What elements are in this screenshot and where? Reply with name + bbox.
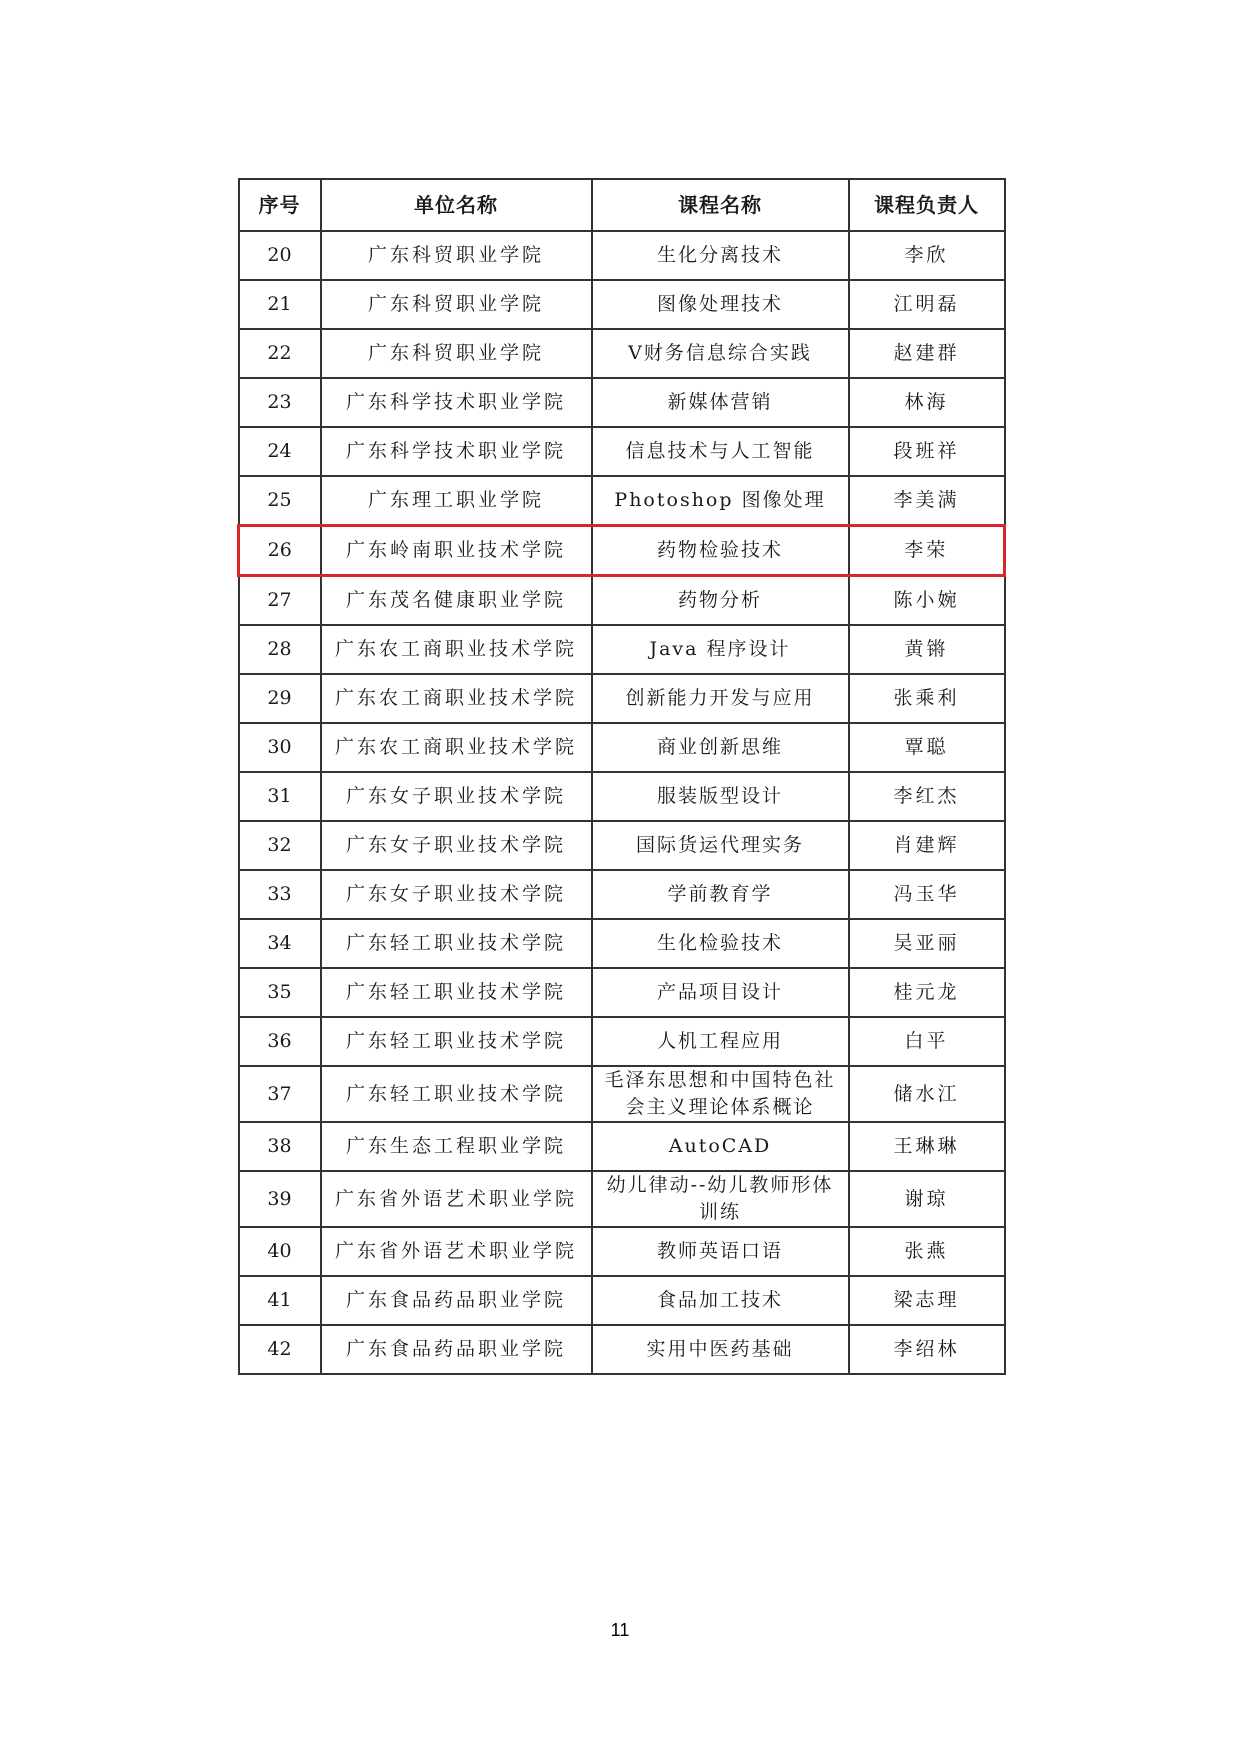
table-row [239,1325,1005,1374]
table-row [239,427,1005,476]
header-serial: 序号 [239,179,321,231]
table-header [239,179,1005,231]
cell-course: Java 程序设计 [592,625,849,674]
cell-unit: 广东省外语艺术职业学院 [321,1171,592,1227]
table-row [239,723,1005,772]
cell-leader: 张燕 [849,1227,1005,1276]
cell-unit: 广东轻工职业技术学院 [321,968,592,1017]
cell-serial: 23 [239,378,321,427]
cell-serial: 39 [239,1171,321,1227]
cell-leader: 陈小婉 [849,576,1005,626]
cell-unit: 广东省外语艺术职业学院 [321,1227,592,1276]
header-row [239,179,1005,231]
cell-unit: 广东理工职业学院 [321,476,592,526]
cell-unit: 广东岭南职业技术学院 [321,526,592,576]
cell-serial: 27 [239,576,321,626]
cell-unit: 广东食品药品职业学院 [321,1276,592,1325]
cell-serial: 32 [239,821,321,870]
cell-course: 食品加工技术 [592,1276,849,1325]
cell-leader: 赵建群 [849,329,1005,378]
cell-leader: 梁志理 [849,1276,1005,1325]
cell-leader: 黄锵 [849,625,1005,674]
cell-course: 人机工程应用 [592,1017,849,1066]
table-row [239,378,1005,427]
table-row [239,1066,1005,1122]
cell-course: AutoCAD [592,1122,849,1171]
cell-course: 幼儿律动--幼儿教师形体训练 [592,1171,849,1227]
cell-unit: 广东科贸职业学院 [321,231,592,280]
cell-unit: 广东农工商职业技术学院 [321,625,592,674]
cell-course: Photoshop 图像处理 [592,476,849,526]
cell-leader: 冯玉华 [849,870,1005,919]
cell-course: 毛泽东思想和中国特色社会主义理论体系概论 [592,1066,849,1122]
cell-serial: 21 [239,280,321,329]
cell-unit: 广东轻工职业技术学院 [321,1017,592,1066]
cell-unit: 广东生态工程职业学院 [321,1122,592,1171]
cell-serial: 38 [239,1122,321,1171]
table-row [239,968,1005,1017]
table-row [239,576,1005,626]
cell-course: 服装版型设计 [592,772,849,821]
cell-unit: 广东科学技术职业学院 [321,427,592,476]
cell-leader: 段班祥 [849,427,1005,476]
cell-unit: 广东轻工职业技术学院 [321,919,592,968]
cell-leader: 吴亚丽 [849,919,1005,968]
cell-course: 实用中医药基础 [592,1325,849,1374]
cell-course: 药物检验技术 [592,526,849,576]
cell-leader: 王琳琳 [849,1122,1005,1171]
table-row [239,526,1005,576]
course-table [237,178,1006,1375]
cell-leader: 张乘利 [849,674,1005,723]
cell-serial: 37 [239,1066,321,1122]
table-row [239,919,1005,968]
table-row [239,1276,1005,1325]
cell-course: 图像处理技术 [592,280,849,329]
cell-leader: 李欣 [849,231,1005,280]
table-row [239,1227,1005,1276]
cell-course: 学前教育学 [592,870,849,919]
table-row [239,870,1005,919]
cell-serial: 35 [239,968,321,1017]
cell-course: 新媒体营销 [592,378,849,427]
cell-unit: 广东农工商职业技术学院 [321,723,592,772]
cell-leader: 江明磊 [849,280,1005,329]
cell-serial: 26 [239,526,321,576]
cell-leader: 谢琼 [849,1171,1005,1227]
header-leader: 课程负责人 [849,179,1005,231]
table-row [239,231,1005,280]
cell-serial: 22 [239,329,321,378]
cell-course: 药物分析 [592,576,849,626]
cell-course: 生化分离技术 [592,231,849,280]
table-row [239,280,1005,329]
cell-leader: 白平 [849,1017,1005,1066]
cell-unit: 广东农工商职业技术学院 [321,674,592,723]
cell-leader: 李红杰 [849,772,1005,821]
header-course: 课程名称 [592,179,849,231]
cell-serial: 25 [239,476,321,526]
cell-unit: 广东科贸职业学院 [321,329,592,378]
cell-serial: 34 [239,919,321,968]
cell-unit: 广东科贸职业学院 [321,280,592,329]
cell-serial: 41 [239,1276,321,1325]
cell-course: 产品项目设计 [592,968,849,1017]
cell-serial: 40 [239,1227,321,1276]
table-row [239,1017,1005,1066]
cell-leader: 桂元龙 [849,968,1005,1017]
table-row [239,1122,1005,1171]
cell-unit: 广东女子职业技术学院 [321,772,592,821]
cell-unit: 广东科学技术职业学院 [321,378,592,427]
table-row [239,821,1005,870]
table-row [239,625,1005,674]
table-row [239,329,1005,378]
cell-serial: 31 [239,772,321,821]
cell-leader: 李绍林 [849,1325,1005,1374]
cell-leader: 覃聪 [849,723,1005,772]
cell-serial: 30 [239,723,321,772]
cell-unit: 广东食品药品职业学院 [321,1325,592,1374]
cell-course: 创新能力开发与应用 [592,674,849,723]
cell-leader: 李荣 [849,526,1005,576]
cell-unit: 广东女子职业技术学院 [321,870,592,919]
table-row [239,772,1005,821]
page-number: 11 [610,1620,630,1640]
cell-course: 商业创新思维 [592,723,849,772]
cell-unit: 广东茂名健康职业学院 [321,576,592,626]
cell-leader: 肖建辉 [849,821,1005,870]
cell-course: 生化检验技术 [592,919,849,968]
cell-serial: 42 [239,1325,321,1374]
cell-serial: 28 [239,625,321,674]
cell-serial: 29 [239,674,321,723]
table-row [239,674,1005,723]
cell-serial: 36 [239,1017,321,1066]
cell-serial: 24 [239,427,321,476]
cell-course: 教师英语口语 [592,1227,849,1276]
cell-course: V财务信息综合实践 [592,329,849,378]
cell-leader: 林海 [849,378,1005,427]
cell-leader: 李美满 [849,476,1005,526]
table-body [239,231,1005,1374]
cell-unit: 广东女子职业技术学院 [321,821,592,870]
cell-leader: 储水江 [849,1066,1005,1122]
cell-course: 国际货运代理实务 [592,821,849,870]
header-unit: 单位名称 [321,179,592,231]
cell-course: 信息技术与人工智能 [592,427,849,476]
cell-serial: 20 [239,231,321,280]
cell-serial: 33 [239,870,321,919]
table-row [239,476,1005,526]
cell-unit: 广东轻工职业技术学院 [321,1066,592,1122]
table-row [239,1171,1005,1227]
